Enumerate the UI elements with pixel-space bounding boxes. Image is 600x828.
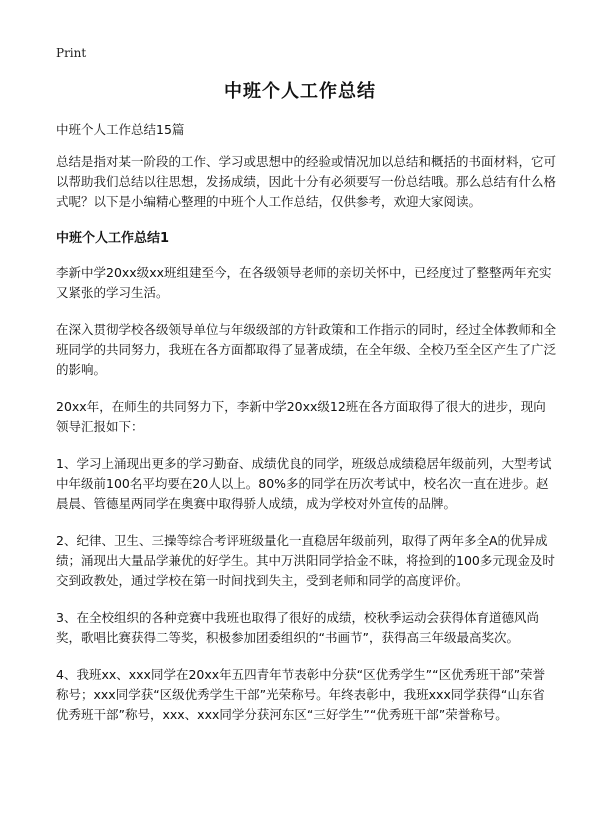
print-link[interactable]: Print [56, 46, 87, 60]
document-body [56, 120, 556, 742]
list-item: 1、学习上涌现出更多的学习勤奋、成绩优良的同学，班级总成绩稳居年级前列，大型考试中年级前100名平均要在20人以上。80%多的同学在历次考试中，校名次一直在进步。赵晨晨、管德星两同学在奥赛中取得骄人成绩，成为学校对外宣传的品牌。 [56, 456, 552, 511]
page-title: 中班个人工作总结 [224, 81, 376, 102]
paragraph: 20xx年，在师生的共同努力下，李新中学20xx级12班在各方面取得了很大的进步，现向领导汇报如下： [56, 399, 546, 434]
paragraph: 李新中学20xx级xx班组建至今，在各级领导老师的亲切关怀中，已经度过了整整两年充实又紧张的学习生活。 [56, 265, 552, 300]
list-item: 2、纪律、卫生、三操等综合考评班级量化一直稳居年级前列，取得了两年多全A的优异成绩；涌现出大量品学兼优的好学生。其中万洪阳同学拾金不昧，将捡到的100多元现金及时交到政教处，通过学校在第一时间找到失主，受到老师和同学的高度评价。 [56, 533, 555, 588]
section-heading: 中班个人工作总结1 [56, 231, 170, 246]
list-item: 4、我班xx、xxx同学在20xx年五四青年节表彰中分获“区优秀学生”“区优秀班干部”荣誉称号；xxx同学获“区级优秀学生干部”光荣称号。年终表彰中，我班xxx同学获得“山东省优秀班干部”称号，xxx、xxx同学分获河东区“三好学生”“优秀班干部”荣誉称号。 [56, 667, 546, 722]
paragraph: 在深入贯彻学校各级领导单位与年级级部的方针政策和工作指示的同时，经过全体教师和全班同学的共同努力，我班在各方面都取得了显著成绩，在全年级、全校乃至全区产生了广泛的影响。 [56, 322, 557, 377]
list-item: 3、在全校组织的各种竞赛中我班也取得了很好的成绩，校秋季运动会获得体育道德风尚奖，歌唱比赛获得二等奖，积极参加团委组织的“书画节”，获得高三年级最高奖次。 [56, 610, 539, 645]
document-subtitle: 中班个人工作总结15篇 [56, 122, 185, 137]
intro-paragraph: 总结是指对某一阶段的工作、学习或思想中的经验或情况加以总结和概括的书面材料，它可以帮助我们总结以往思想，发扬成绩，因此十分有必须要写一份总结哦。那么总结有什么格式呢？以下是小编精心整理的中班个人工作总结，仅供参考，欢迎大家阅读。 [56, 154, 557, 209]
